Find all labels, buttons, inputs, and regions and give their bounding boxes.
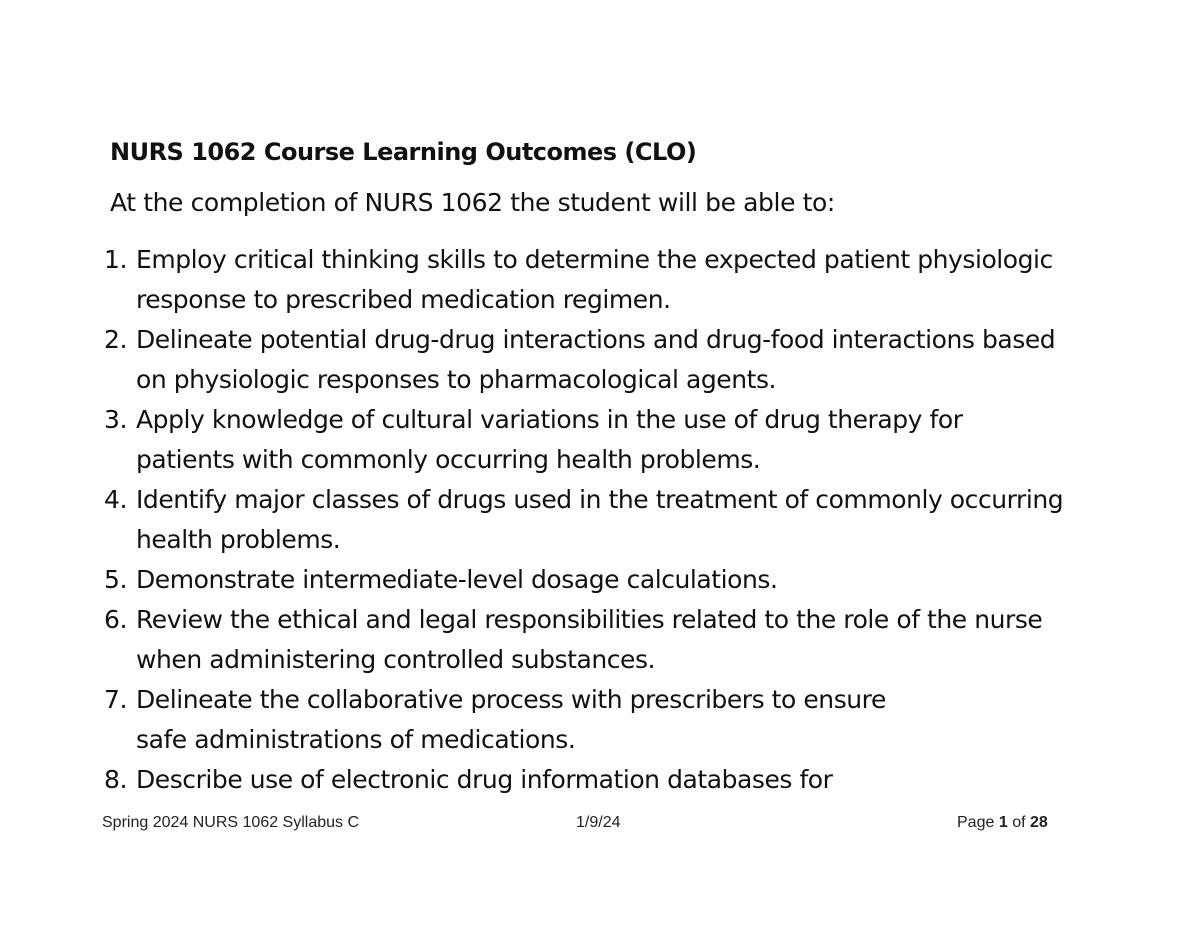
page-title: NURS 1062 Course Learning Outcomes (CLO)	[110, 138, 697, 166]
footer-course-label: Spring 2024 NURS 1062 Syllabus C	[102, 814, 360, 831]
list-item-number: 6.	[104, 605, 127, 634]
list-item-number: 3.	[104, 405, 127, 434]
list-item-line: Apply knowledge of cultural variations in the use of drug therapy for	[136, 405, 963, 434]
list-item-number: 7.	[104, 685, 127, 714]
list-item-line: Identify major classes of drugs used in the treatment of commonly occurring	[136, 485, 1064, 514]
list-item-number: 4.	[104, 485, 127, 514]
outcomes-list	[104, 240, 1104, 800]
list-item	[104, 560, 1104, 600]
list-item-number: 8.	[104, 765, 127, 794]
footer-date: 1/9/24	[576, 814, 621, 831]
list-item	[104, 400, 1104, 480]
intro-text: At the completion of NURS 1062 the student will be able to:	[110, 188, 835, 217]
list-item	[104, 600, 1104, 680]
list-item-number: 2.	[104, 325, 127, 354]
page-label: Page	[957, 814, 995, 831]
list-item-line: health problems.	[136, 525, 341, 554]
list-item-line: Review the ethical and legal responsibilities related to the role of the nurse	[136, 605, 1043, 634]
page-current: 1	[998, 814, 1008, 831]
list-item-line: response to prescribed medication regimen.	[136, 285, 671, 314]
list-item-line: Delineate potential drug-drug interactions and drug-food interactions based	[136, 325, 1056, 354]
page-total: 28	[1029, 814, 1048, 831]
list-item-line: Delineate the collaborative process with prescribers to ensure	[136, 685, 886, 714]
list-item	[104, 240, 1104, 320]
list-item-line: Describe use of electronic drug information databases for	[136, 765, 833, 794]
list-item	[104, 680, 1104, 760]
page-footer	[0, 814, 1200, 834]
list-item	[104, 320, 1104, 400]
list-item-line: Employ critical thinking skills to determine the expected patient physiologic	[136, 245, 1053, 274]
list-item-line: on physiologic responses to pharmacological agents.	[136, 365, 777, 394]
list-item-line: Demonstrate intermediate-level dosage calculations.	[136, 565, 778, 594]
list-item-number: 5.	[104, 565, 127, 594]
list-item	[104, 480, 1104, 560]
page-of-label: of	[1012, 814, 1026, 831]
page-number	[957, 814, 1048, 832]
list-item-line: patients with commonly occurring health problems.	[136, 445, 761, 474]
list-item-line: when administering controlled substances.	[136, 645, 656, 674]
list-item	[104, 760, 1104, 800]
list-item-number: 1.	[104, 245, 127, 274]
list-item-line: safe administrations of medications.	[136, 725, 576, 754]
